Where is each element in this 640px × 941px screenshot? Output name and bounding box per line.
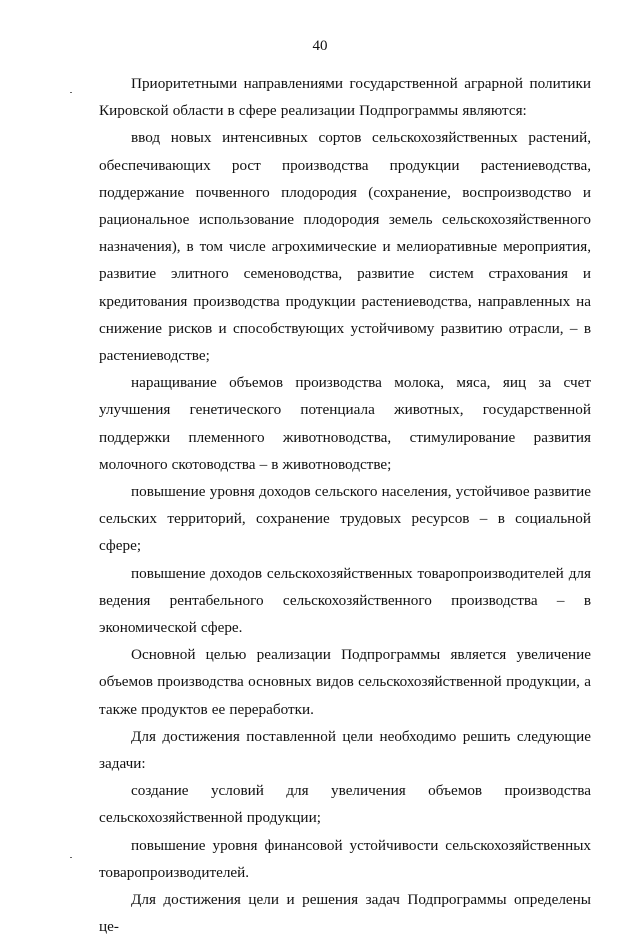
page-number: 40 [312, 38, 328, 54]
scan-speck [70, 92, 72, 93]
paragraph-crop-production: ввод новых интенсивных сортов сельскохозяйственных растений, обеспечивающих рост производства продукции растениеводства, поддержание почвенного плодородия (сохранение, воспроизводство и рациональное использование плодородия земель сельскохозяйственного назначения), в том числе агрохимические и мелиоративные мероприятия, развитие элитного семеноводства, развитие систем страхования и кредитования производства продукции растениеводства, направленных на снижение рисков и способствующих устойчивому развитию отрасли, – в растениеводстве; [99, 129, 591, 365]
paragraph-tasks-intro: Для достижения поставленной цели необходимо решить следующие задачи: [99, 727, 591, 773]
scan-speck [70, 857, 72, 858]
paragraph-targets-intro: Для достижения цели и решения задач Подпрограммы определены це- [99, 891, 591, 936]
paragraph-priority-intro: Приоритетными направлениями государственной аграрной политики Кировской области в сфере реализации Подпрограммы являются: [99, 75, 591, 120]
paragraph-main-goal: Основной целью реализации Подпрограммы является увеличение объемов производства основных видов сельскохозяйственной продукции, а также продуктов ее переработки. [99, 646, 591, 718]
paragraph-task-production: создание условий для увеличения объемов производства сельскохозяйственной продукции; [99, 782, 591, 827]
document-body [99, 70, 591, 941]
paragraph-task-financial: повышение уровня финансовой устойчивости сельскохозяйственных товаропроизводителей. [99, 836, 591, 881]
paragraph-economic-sphere: повышение доходов сельскохозяйственных товаропроизводителей для ведения рентабельного сельскохозяйственного производства – в экономической сфере. [99, 564, 591, 637]
paragraph-livestock: наращивание объемов производства молока, мяса, яиц за счет улучшения генетического потенциала животных, государственной поддержки племенного животноводства, стимулирование развития молочного скотоводства – в животноводстве; [99, 374, 591, 473]
paragraph-social-sphere: повышение уровня доходов сельского населения, устойчивое развитие сельских территорий, сохранение трудовых ресурсов – в социальной сфере; [99, 483, 591, 555]
